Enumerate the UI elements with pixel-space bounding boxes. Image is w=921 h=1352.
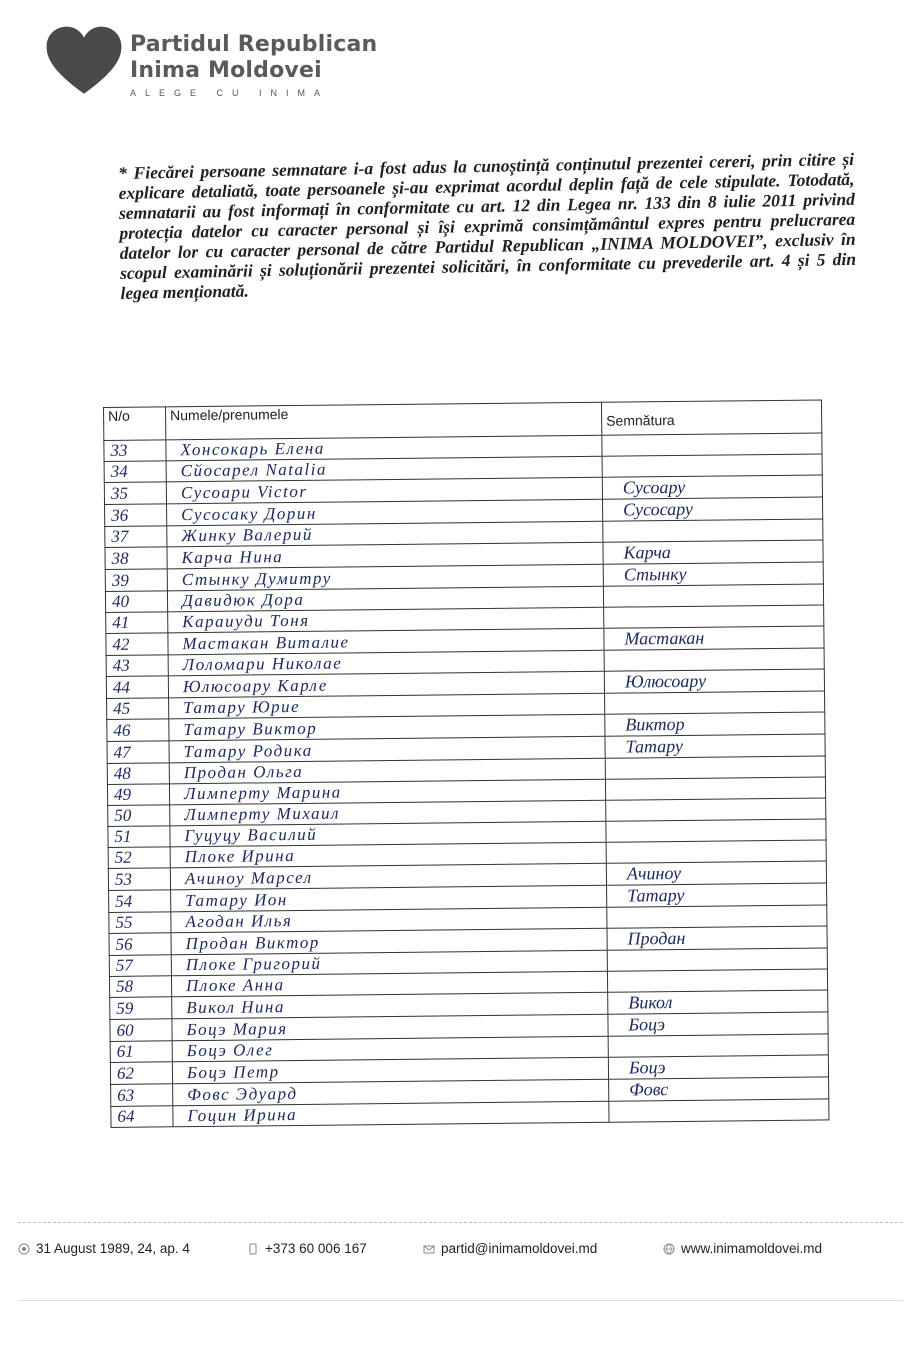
row-signature	[606, 819, 826, 842]
row-name: Боцэ Петр	[172, 1057, 608, 1084]
row-signature: Карча	[603, 540, 823, 564]
row-name: Ачиноу Марсел	[170, 863, 606, 890]
row-name: Лимперту Марина	[169, 779, 605, 805]
row-name: Лоломари Николае	[168, 650, 604, 676]
row-signature	[602, 433, 822, 456]
row-signature: Татару	[605, 734, 825, 758]
row-signature	[603, 519, 823, 542]
row-name: Боцэ Олег	[172, 1036, 608, 1062]
row-number: 55	[109, 912, 171, 934]
row-number: 59	[110, 997, 172, 1020]
row-number: 34	[104, 461, 166, 483]
row-number: 52	[108, 847, 170, 869]
row-signature: Викол	[608, 990, 828, 1014]
row-signature: Виктор	[605, 712, 825, 736]
row-number: 46	[107, 719, 169, 742]
row-signature: Юлюсоару	[604, 669, 824, 693]
row-number: 41	[106, 612, 168, 634]
row-name: Продан Ольга	[169, 758, 605, 784]
row-number: 64	[111, 1106, 173, 1128]
footer-address	[18, 1241, 190, 1256]
row-number: 38	[105, 547, 167, 570]
row-number: 57	[109, 955, 171, 977]
row-name: Татару Родика	[169, 736, 605, 763]
row-name: Агодан Илья	[171, 907, 607, 933]
row-name: Татару Виктор	[169, 714, 605, 741]
row-number: 54	[109, 890, 171, 913]
row-number: 60	[110, 1019, 172, 1042]
row-name: Давидюк Дора	[167, 586, 603, 612]
row-name: Плоке Анна	[171, 971, 607, 997]
email-icon	[423, 1243, 435, 1255]
row-name: Татару Ион	[171, 885, 607, 912]
row-number: 53	[108, 868, 170, 891]
row-name: Плоке Григорий	[171, 950, 607, 976]
row-name: Сусоарu Victor	[166, 477, 602, 504]
row-name: Плоке Ирина	[170, 842, 606, 868]
row-number: 40	[105, 591, 167, 613]
row-number: 42	[106, 633, 168, 656]
signature-table	[103, 399, 830, 1127]
row-name: Татару Юрие	[169, 693, 605, 719]
row-number: 51	[108, 826, 170, 848]
footer-website[interactable]	[663, 1241, 822, 1256]
row-name: Сусосаку Дорин	[167, 499, 603, 526]
row-signature	[605, 691, 825, 714]
brand-tagline: ALEGE CU INIMA	[130, 88, 330, 98]
row-number: 50	[108, 805, 170, 827]
row-name: Викол Нина	[172, 992, 608, 1019]
row-signature: Сусосару	[602, 497, 822, 521]
row-number: 37	[105, 526, 167, 548]
row-signature	[604, 605, 824, 628]
row-number: 33	[104, 440, 166, 462]
row-name: Гуцуцу Василий	[170, 821, 606, 847]
row-name: Гоцин Ирина	[173, 1101, 609, 1127]
row-number: 63	[111, 1084, 173, 1107]
address-text: 31 August 1989, 24, ap. 4	[36, 1241, 190, 1256]
consent-notice: * Fiecărei persoane semnatare i-a fost adus la cunoștință conținutul prezentei cereri, prin citire și explicare detaliată, toate persoanele și-au exprimat acordul deplin față de cele stipulate. Totodată, semnatarii au fost informați în conformitate cu art. 12 din Legea nr. 133 din 8 iulie 2011 privind protecția datelor cu caracter personal și își exprimă consimțământul expres pentru prelucrarea datelor lor cu caracter personal de către Partidul Republican „INIMA MOLDOVEI”, exclusiv în scopul examinării și soluționării prezentei solicitări, în conformitate cu prevederile art. 4 și 5 din legea menționată.	[118, 148, 857, 303]
row-signature: Боцэ	[608, 1012, 828, 1036]
row-name: Караиуди Тоня	[168, 607, 604, 633]
row-signature	[602, 454, 822, 477]
row-signature	[607, 905, 827, 928]
footer-bottom-line	[18, 1300, 903, 1301]
phone-text: +373 60 006 167	[265, 1241, 367, 1256]
row-number: 61	[110, 1041, 172, 1063]
brand-name	[130, 32, 377, 84]
footer-email[interactable]	[423, 1241, 597, 1256]
row-number: 45	[107, 698, 169, 720]
row-signature: Сусоару	[602, 475, 822, 499]
row-signature	[604, 648, 824, 671]
row-number: 43	[106, 655, 168, 677]
signature-sheet	[103, 399, 829, 1127]
row-number: 39	[105, 569, 167, 592]
brand-line-1: Partidul Republican	[130, 32, 378, 57]
header-signature: Semnătura	[601, 400, 821, 435]
row-signature	[607, 948, 827, 971]
row-name: Стынку Думитру	[167, 564, 603, 591]
row-number: 44	[106, 676, 168, 699]
row-number: 36	[105, 504, 167, 527]
row-name: Жинку Валерий	[167, 521, 603, 547]
row-signature	[606, 798, 826, 821]
phone-icon	[247, 1243, 259, 1255]
row-signature: Продан	[607, 926, 827, 950]
row-signature	[609, 1099, 829, 1122]
row-name: Фовс Эдуард	[173, 1079, 609, 1106]
row-signature	[608, 1034, 828, 1057]
row-signature	[603, 584, 823, 607]
row-name: Продан Виктор	[171, 928, 607, 955]
row-signature	[607, 969, 827, 992]
row-number: 56	[109, 933, 171, 956]
row-number: 62	[110, 1062, 172, 1085]
header-name: Numele/prenumele	[166, 402, 602, 440]
row-signature	[605, 756, 825, 779]
email-text: partid@inimamoldovei.md	[441, 1241, 598, 1256]
footer-divider	[18, 1222, 903, 1223]
row-signature	[606, 840, 826, 863]
row-number: 49	[107, 784, 169, 806]
row-name: Карча Нина	[167, 542, 603, 569]
footer-phone	[247, 1241, 367, 1256]
row-name: Хонсокарь Елена	[166, 435, 602, 461]
row-signature: Фовс	[609, 1077, 829, 1101]
web-icon	[663, 1243, 675, 1255]
row-name: Юлюсоару Карле	[168, 671, 604, 698]
brand-line-2: Inima Moldovei	[130, 58, 322, 83]
row-number: 47	[107, 741, 169, 764]
row-name: Боцэ Мария	[172, 1014, 608, 1041]
location-icon	[18, 1243, 30, 1255]
row-signature: Стынку	[603, 562, 823, 586]
website-text: www.inimamoldovei.md	[681, 1241, 823, 1256]
row-signature	[605, 777, 825, 800]
header-no: N/o	[104, 407, 166, 441]
row-number: 58	[109, 976, 171, 998]
row-signature: Боцэ	[608, 1055, 828, 1079]
row-name: Мастакан Виталие	[168, 628, 604, 655]
heart-logo-icon	[45, 25, 123, 97]
row-signature: Ачиноу	[606, 861, 826, 885]
row-signature: Мастакан	[604, 626, 824, 650]
row-name: Сйосарел Natalia	[166, 456, 602, 482]
row-number: 35	[104, 482, 166, 505]
row-number: 48	[107, 763, 169, 785]
row-name: Лимперту Михаил	[170, 800, 606, 826]
row-signature: Татару	[607, 883, 827, 907]
